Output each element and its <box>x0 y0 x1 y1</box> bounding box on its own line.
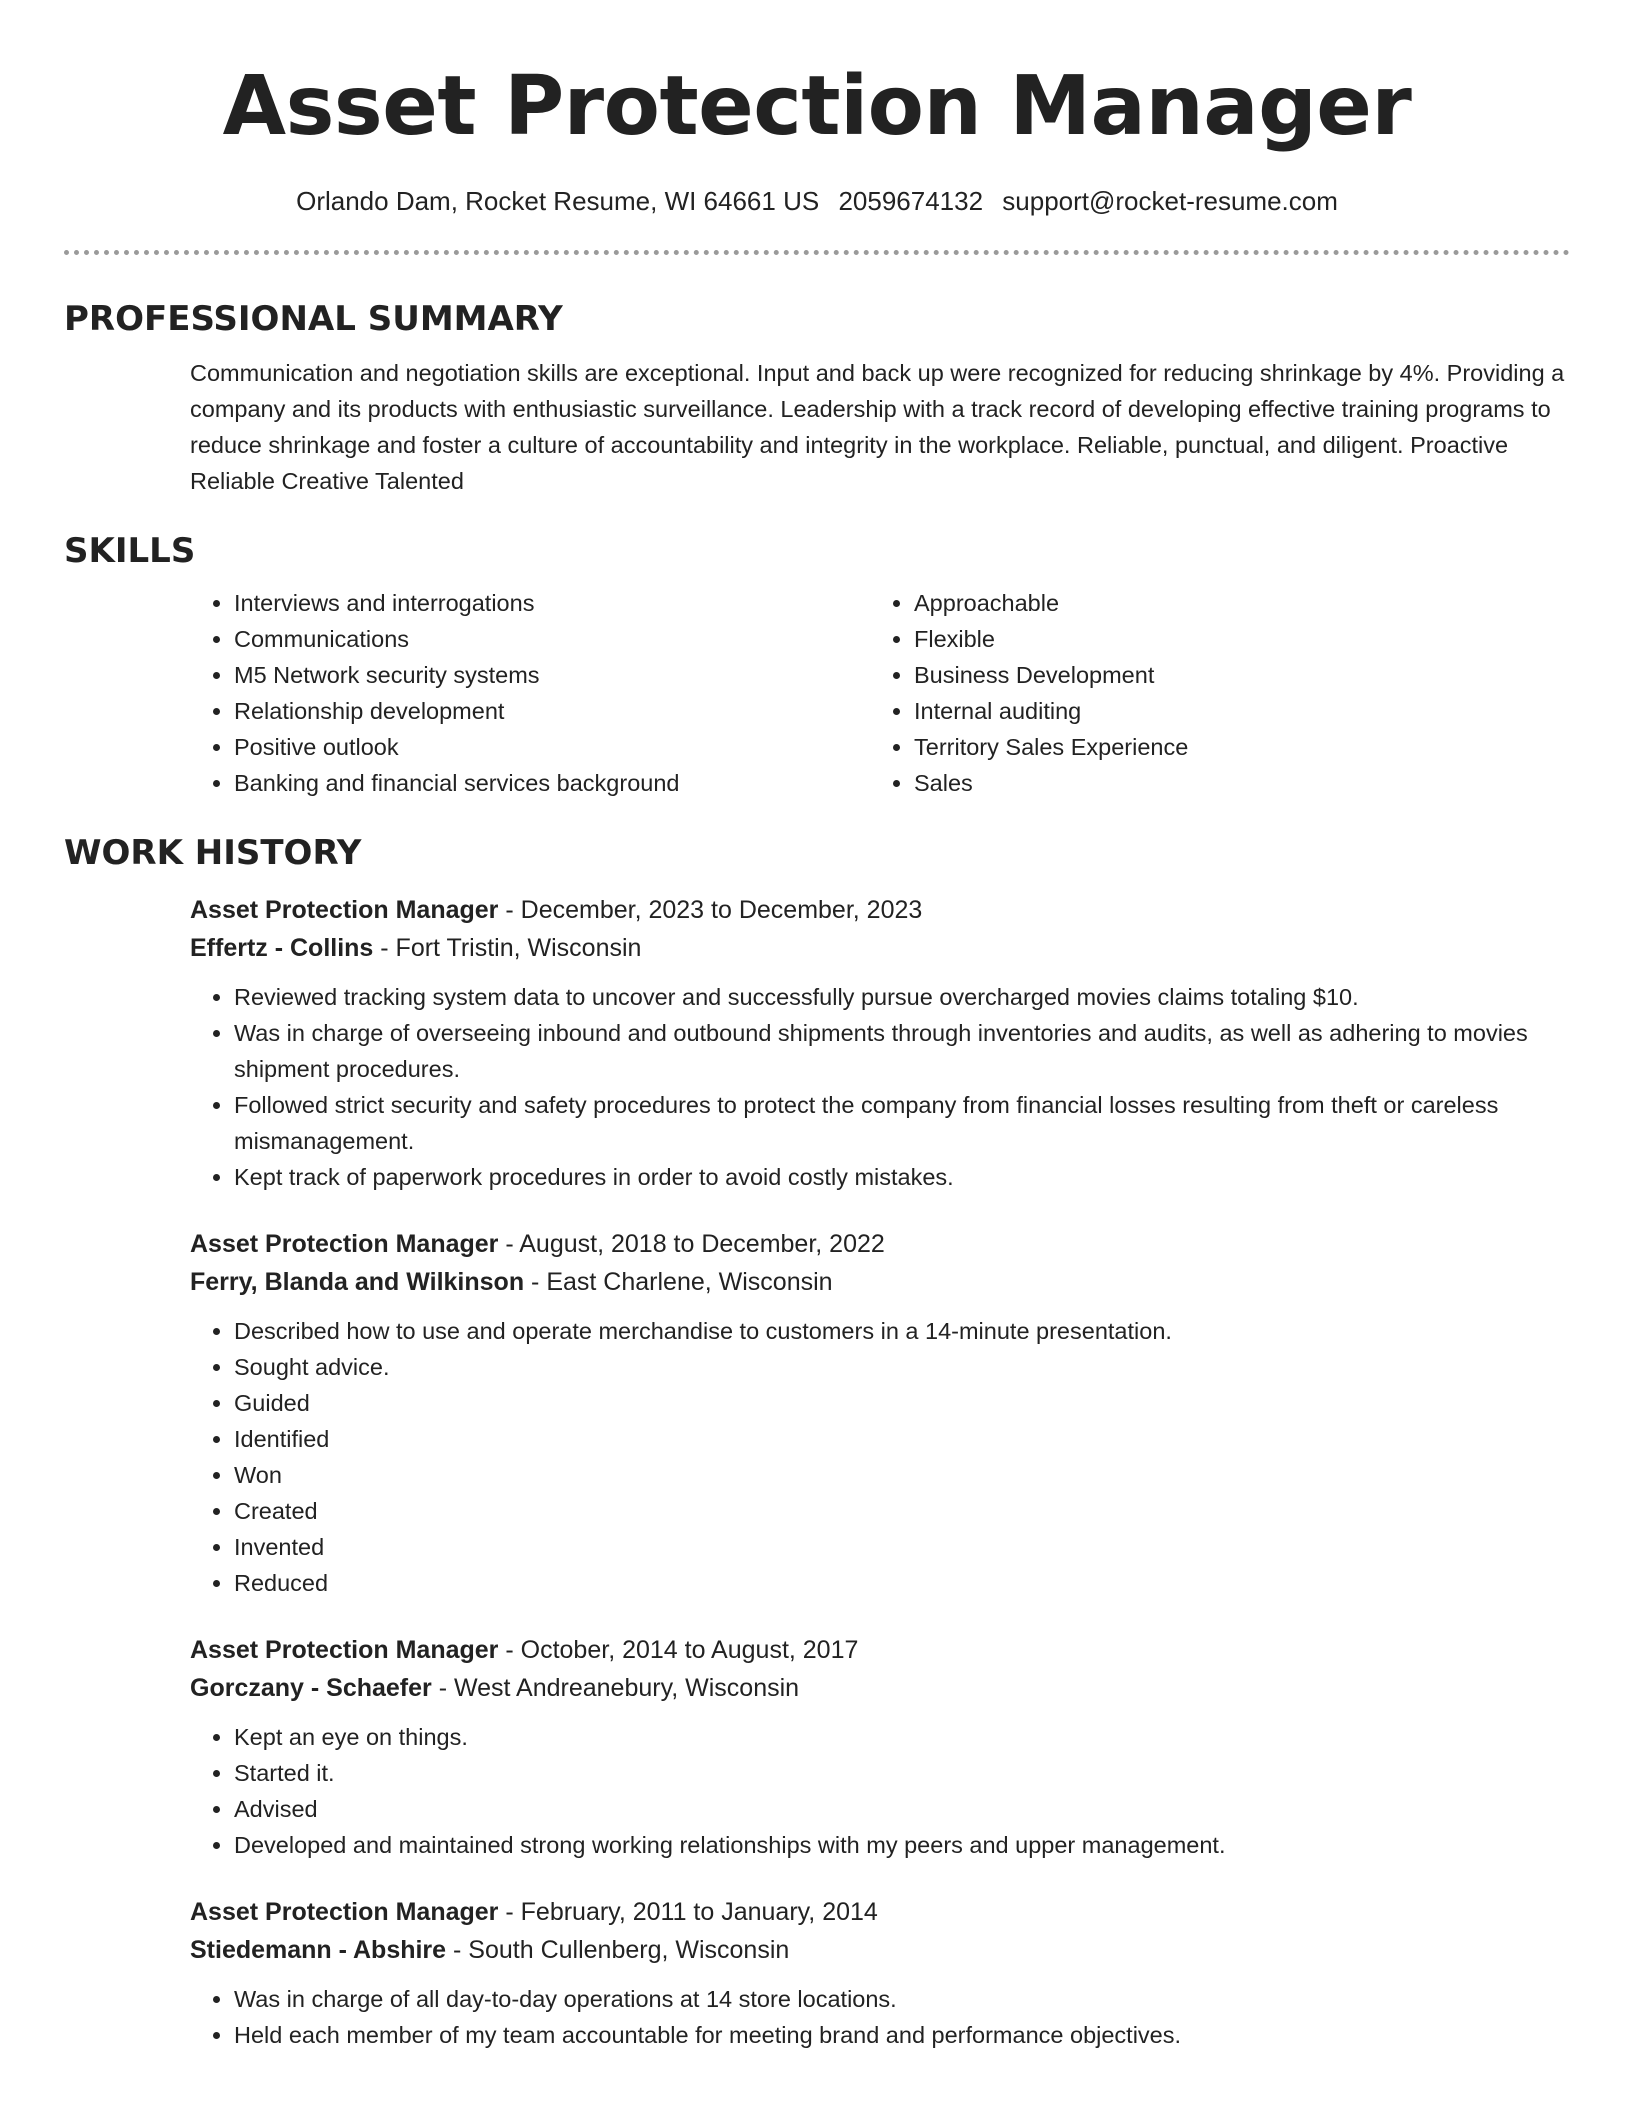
skill-item: • Flexible <box>914 621 1550 657</box>
job-bullet: • Described how to use and operate merchandise to customers in a 14-minute presentation. <box>234 1313 1570 1349</box>
job-bullet: • Reduced <box>234 1565 1570 1601</box>
job-bullet: • Developed and maintained strong working relationships with my peers and upper management. <box>234 1827 1570 1863</box>
job-bullet: • Sought advice. <box>234 1349 1570 1385</box>
job-location: - West Andreanebury, Wisconsin <box>431 1674 800 1702</box>
job-title-line <box>190 891 1570 929</box>
professional-summary-section <box>64 295 1570 499</box>
job-bullet: • Advised <box>234 1791 1570 1827</box>
job-title-line <box>190 1225 1570 1263</box>
job-bullet: • Held each member of my team accountable for meeting brand and performance objectives. <box>234 2017 1570 2053</box>
job-role: Asset Protection Manager <box>190 1230 499 1258</box>
job-bullet: • Reviewed tracking system data to uncover and successfully pursue overcharged movies claims totaling $10. <box>234 979 1570 1015</box>
resume-page <box>64 0 1570 2053</box>
job-bullet: • Won <box>234 1457 1570 1493</box>
section-title-skills: SKILLS <box>64 531 196 571</box>
job-company-line <box>190 1263 1570 1301</box>
skill-item: • Approachable <box>914 585 1550 621</box>
job-company-line <box>190 1669 1570 1707</box>
skills-list-left <box>190 585 870 801</box>
job-bullets <box>190 1719 1570 1863</box>
section-title-summary: PROFESSIONAL SUMMARY <box>64 299 563 339</box>
job-entry <box>190 1893 1570 2053</box>
job-dates: - August, 2018 to December, 2022 <box>498 1230 885 1258</box>
job-bullets <box>190 1313 1570 1601</box>
job-role: Asset Protection Manager <box>190 1636 499 1664</box>
job-bullet: • Kept an eye on things. <box>234 1719 1570 1755</box>
job-bullet: • Started it. <box>234 1755 1570 1791</box>
job-dates: - February, 2011 to January, 2014 <box>498 1898 878 1926</box>
job-location: - East Charlene, Wisconsin <box>524 1268 833 1296</box>
job-role: Asset Protection Manager <box>190 896 499 924</box>
skill-item: • Communications <box>234 621 870 657</box>
job-bullet: • Followed strict security and safety procedures to protect the company from financial losses resulting from theft or careless mismanagement. <box>234 1087 1570 1159</box>
job-company-line <box>190 929 1570 967</box>
header-divider <box>64 250 1570 255</box>
contact-line <box>64 183 1570 219</box>
job-bullet: • Was in charge of overseeing inbound and outbound shipments through inventories and audits, as well as adhering to movies shipment procedures. <box>234 1015 1570 1087</box>
job-entry <box>190 1225 1570 1601</box>
skills-section <box>64 527 1570 801</box>
job-dates: - December, 2023 to December, 2023 <box>498 896 923 924</box>
work-history-section <box>64 829 1570 2053</box>
contact-address: Orlando Dam, Rocket Resume, WI 64661 US <box>296 186 820 216</box>
job-bullets <box>190 979 1570 1195</box>
section-title-work-history: WORK HISTORY <box>64 833 362 873</box>
skill-item: • Positive outlook <box>234 729 870 765</box>
contact-email: support@rocket-resume.com <box>1002 186 1338 216</box>
skill-item: • Interviews and interrogations <box>234 585 870 621</box>
job-company: Gorczany - Schaefer <box>190 1674 432 1702</box>
job-company-line <box>190 1931 1570 1969</box>
skill-item: • Relationship development <box>234 693 870 729</box>
job-bullet: • Identified <box>234 1421 1570 1457</box>
job-bullets <box>190 1981 1570 2053</box>
skills-grid <box>190 585 1570 801</box>
job-entry <box>190 891 1570 1195</box>
skill-item: • Business Development <box>914 657 1550 693</box>
job-title-line <box>190 1631 1570 1669</box>
job-role: Asset Protection Manager <box>190 1898 499 1926</box>
job-bullet: • Was in charge of all day-to-day operations at 14 store locations. <box>234 1981 1570 2017</box>
job-bullet: • Guided <box>234 1385 1570 1421</box>
job-company: Ferry, Blanda and Wilkinson <box>190 1268 525 1296</box>
job-company: Effertz - Collins <box>190 934 374 962</box>
summary-text: Communication and negotiation skills are exceptional. Input and back up were recognized for reducing shrinkage by 4%. Providing a company and its products with enthusiastic surveillance. Leadership with a track record of developing effective training programs to reduce shrinkage and foster a culture of accountability and integrity in the workplace. Reliable, punctual, and diligent. Proactive Reliable Creative Talented <box>190 360 1565 494</box>
skills-list-right <box>870 585 1550 801</box>
job-location: - South Cullenberg, Wisconsin <box>446 1936 790 1964</box>
job-bullet: • Kept track of paperwork procedures in order to avoid costly mistakes. <box>234 1159 1570 1195</box>
contact-phone: 2059674132 <box>838 186 984 216</box>
skill-item: • Internal auditing <box>914 693 1550 729</box>
skill-item: • Banking and financial services background <box>234 765 870 801</box>
resume-name: Asset Protection Manager <box>222 59 1412 154</box>
skill-item: • M5 Network security systems <box>234 657 870 693</box>
job-dates: - October, 2014 to August, 2017 <box>498 1636 859 1664</box>
job-bullet: • Invented <box>234 1529 1570 1565</box>
job-title-line <box>190 1893 1570 1931</box>
job-location: - Fort Tristin, Wisconsin <box>373 934 642 962</box>
skill-item: • Sales <box>914 765 1550 801</box>
skill-item: • Territory Sales Experience <box>914 729 1550 765</box>
job-company: Stiedemann - Abshire <box>190 1936 447 1964</box>
job-entry <box>190 1631 1570 1863</box>
job-bullet: • Created <box>234 1493 1570 1529</box>
